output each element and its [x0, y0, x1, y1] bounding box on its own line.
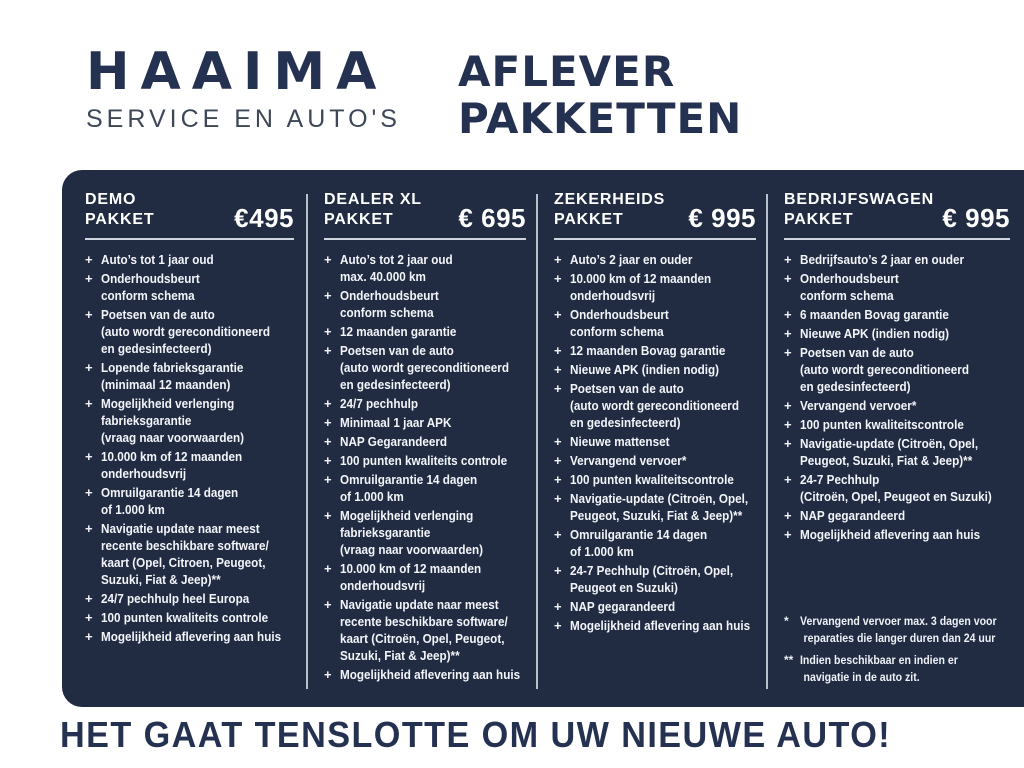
item-lines	[101, 251, 214, 268]
header-rule	[324, 238, 526, 240]
plus-icon: +	[324, 343, 332, 358]
item-line: 10.000 km of 12 maanden	[101, 449, 243, 464]
item-line: Omruilgarantie 14 dagen	[101, 485, 239, 500]
item-line: 24-7 Pechhulp (Citroën, Opel,	[570, 563, 734, 578]
footnote-marker: *	[784, 614, 789, 628]
plus-icon: +	[784, 472, 792, 487]
item-line: of 1.000 km	[570, 544, 634, 559]
item-line: Navigatie update naar meest	[340, 597, 499, 612]
package-item	[784, 270, 1010, 304]
item-line: of 1.000 km	[340, 489, 404, 504]
item-line: Omruilgarantie 14 dagen	[570, 527, 708, 542]
plus-icon: +	[784, 326, 792, 341]
package-column	[538, 170, 766, 707]
package-header	[784, 190, 1010, 233]
plus-icon: +	[784, 398, 792, 413]
item-line: (Citroën, Opel, Peugeot en Suzuki)	[800, 489, 992, 504]
item-line: (vraag naar voorwaarden)	[101, 430, 245, 445]
plus-icon: +	[324, 396, 332, 411]
item-lines	[101, 520, 269, 588]
plus-icon: +	[554, 362, 562, 377]
item-line: Peugeot, Suzuki, Fiat & Jeep)**	[800, 453, 973, 468]
item-lines	[570, 490, 748, 524]
item-line: Navigatie-update (Citroën, Opel,	[570, 491, 749, 506]
item-lines	[570, 380, 739, 431]
item-lines	[101, 628, 281, 645]
item-line: conform schema	[340, 305, 434, 320]
item-lines	[340, 471, 477, 505]
item-lines	[340, 452, 507, 469]
item-lines	[340, 287, 439, 321]
package-name-line: DEALER XL	[324, 191, 422, 208]
item-line: Suzuki, Fiat & Jeep)**	[101, 572, 221, 587]
package-item	[554, 380, 756, 431]
item-line: (minimaal 12 maanden)	[101, 377, 231, 392]
item-line: conform schema	[570, 324, 664, 339]
item-lines	[570, 270, 711, 304]
package-item	[85, 484, 294, 518]
package-name-line: PAKKET	[554, 211, 624, 228]
plus-icon: +	[554, 271, 562, 286]
item-line: 10.000 km of 12 maanden	[340, 561, 482, 576]
item-line: 24/7 pechhulp	[340, 396, 419, 411]
package-item	[784, 507, 1010, 524]
plus-icon: +	[85, 252, 93, 267]
plus-icon: +	[85, 485, 93, 500]
item-line: Mogelijkheid verlenging	[340, 508, 474, 523]
package-item	[85, 251, 294, 268]
package-item	[324, 596, 526, 664]
plus-icon: +	[784, 417, 792, 432]
tagline: HET GAAT TENSLOTTE OM UW NIEUWE AUTO!	[60, 714, 892, 755]
plus-icon: +	[85, 449, 93, 464]
package-item	[324, 471, 526, 505]
footnote-line: reparaties die langer duren dan 24 uur	[803, 631, 996, 645]
package-column	[308, 170, 536, 707]
item-lines	[340, 414, 451, 431]
package-item	[554, 562, 756, 596]
footnotes	[784, 613, 1010, 693]
item-line: Auto’s tot 2 jaar oud	[340, 252, 453, 267]
package-item	[554, 471, 756, 488]
item-line: fabrieksgarantie	[101, 413, 192, 428]
package-item	[554, 617, 756, 634]
plus-icon: +	[784, 345, 792, 360]
item-line: Onderhoudsbeurt	[800, 271, 899, 286]
item-line: NAP gegarandeerd	[570, 599, 676, 614]
item-line: Auto’s tot 1 jaar oud	[101, 252, 214, 267]
package-items	[784, 251, 1010, 545]
item-lines	[101, 609, 268, 626]
footnote-line: Indien beschikbaar en indien er	[800, 653, 958, 667]
item-lines	[800, 507, 905, 524]
package-item	[324, 323, 526, 340]
item-lines	[570, 617, 750, 634]
package-item	[324, 433, 526, 450]
item-line: kaart (Citroën, Opel, Peugeot,	[340, 631, 505, 646]
item-lines	[101, 484, 238, 518]
item-line: Poetsen van de auto	[101, 307, 215, 322]
plus-icon: +	[554, 472, 562, 487]
item-line: 100 punten kwaliteits controle	[340, 453, 508, 468]
item-line: 100 punten kwaliteits controle	[101, 610, 269, 625]
item-lines	[800, 397, 916, 414]
item-lines	[570, 598, 675, 615]
item-line: Navigatie update naar meest	[101, 521, 260, 536]
item-line: onderhoudsvrij	[101, 466, 187, 481]
item-line: Mogelijkheid aflevering aan huis	[570, 618, 751, 633]
item-line: (auto wordt gereconditioneerd	[101, 324, 271, 339]
package-name-line: DEMO	[85, 191, 137, 208]
page-title	[458, 48, 742, 142]
item-lines	[800, 471, 992, 505]
package-column	[62, 170, 306, 707]
plus-icon: +	[85, 610, 93, 625]
logo-title: HAAIMA	[86, 42, 388, 102]
package-item	[554, 598, 756, 615]
page-title-line2: PAKKETTEN	[458, 94, 743, 144]
package-item	[784, 526, 1010, 543]
plus-icon: +	[554, 381, 562, 396]
plus-icon: +	[85, 521, 93, 536]
plus-icon: +	[554, 434, 562, 449]
package-name-line: PAKKET	[324, 211, 394, 228]
header-rule	[784, 238, 1010, 240]
item-line: 12 maanden garantie	[340, 324, 457, 339]
package-items	[324, 251, 526, 685]
plus-icon: +	[324, 453, 332, 468]
item-line: (auto wordt gereconditioneerd	[570, 398, 740, 413]
package-item	[85, 448, 294, 482]
plus-icon: +	[324, 561, 332, 576]
item-line: (vraag naar voorwaarden)	[340, 542, 484, 557]
item-line: Lopende fabrieksgarantie	[101, 360, 244, 375]
item-line: Minimaal 1 jaar APK	[340, 415, 452, 430]
package-header	[85, 190, 294, 233]
package-item	[554, 452, 756, 469]
package-item	[554, 251, 756, 268]
package-item	[85, 395, 294, 446]
item-line: (auto wordt gereconditioneerd	[800, 362, 970, 377]
item-line: Poetsen van de auto	[800, 345, 914, 360]
package-item	[554, 433, 756, 450]
item-lines	[570, 306, 669, 340]
package-item	[784, 325, 1010, 342]
package-item	[784, 306, 1010, 323]
item-line: 10.000 km of 12 maanden	[570, 271, 712, 286]
plus-icon: +	[324, 288, 332, 303]
item-lines	[570, 452, 686, 469]
item-line: Vervangend vervoer*	[800, 398, 917, 413]
plus-icon: +	[554, 618, 562, 633]
item-line: fabrieksgarantie	[340, 525, 431, 540]
package-item	[85, 590, 294, 607]
package-item	[85, 609, 294, 626]
item-line: 6 maanden Bovag garantie	[800, 307, 949, 322]
item-line: 100 punten kwaliteitscontrole	[800, 417, 964, 432]
footnote-marker: **	[784, 653, 794, 667]
package-item	[554, 490, 756, 524]
footnote-line: navigatie in de auto zit.	[803, 670, 920, 684]
item-lines	[340, 395, 418, 412]
item-line: kaart (Opel, Citroen, Peugeot,	[101, 555, 266, 570]
item-lines	[800, 306, 949, 323]
item-line: Mogelijkheid verlenging	[101, 396, 235, 411]
item-line: onderhoudsvrij	[340, 578, 426, 593]
item-lines	[101, 590, 249, 607]
item-lines	[800, 270, 899, 304]
package-item	[324, 666, 526, 683]
package-item	[324, 251, 526, 285]
plus-icon: +	[324, 508, 332, 523]
package-item	[324, 452, 526, 469]
item-line: (auto wordt gereconditioneerd	[340, 360, 510, 375]
plus-icon: +	[784, 252, 792, 267]
item-lines	[101, 306, 270, 357]
item-lines	[340, 666, 520, 683]
plus-icon: +	[324, 415, 332, 430]
plus-icon: +	[554, 252, 562, 267]
item-line: recente beschikbare software/	[101, 538, 269, 553]
item-lines	[800, 435, 978, 469]
item-lines	[101, 270, 200, 304]
plus-icon: +	[324, 252, 332, 267]
page-title-line1: AFLEVER	[458, 47, 676, 96]
item-line: Vervangend vervoer*	[570, 453, 687, 468]
plus-icon: +	[554, 599, 562, 614]
footnote-lines	[800, 652, 958, 686]
item-lines	[340, 251, 453, 285]
package-item	[784, 416, 1010, 433]
item-line: en gedesinfecteerd)	[800, 379, 911, 394]
item-lines	[570, 471, 734, 488]
item-line: Onderhoudsbeurt	[340, 288, 439, 303]
item-line: Poetsen van de auto	[340, 343, 454, 358]
item-line: 24-7 Pechhulp	[800, 472, 880, 487]
package-item	[85, 270, 294, 304]
item-line: Nieuwe mattenset	[570, 434, 670, 449]
item-line: 24/7 pechhulp heel Europa	[101, 591, 250, 606]
item-line: Mogelijkheid aflevering aan huis	[101, 629, 282, 644]
package-price: € 695	[458, 203, 526, 233]
footnote-lines	[800, 613, 997, 647]
item-line: Bedrijfsauto’s 2 jaar en ouder	[800, 252, 965, 267]
item-lines	[800, 526, 980, 543]
item-line: conform schema	[101, 288, 195, 303]
plus-icon: +	[85, 591, 93, 606]
package-item	[85, 628, 294, 645]
package-column	[768, 170, 1024, 707]
package-item	[85, 520, 294, 588]
item-lines	[340, 560, 481, 594]
plus-icon: +	[324, 324, 332, 339]
package-item	[324, 507, 526, 558]
item-line: max. 40.000 km	[340, 269, 426, 284]
plus-icon: +	[784, 527, 792, 542]
item-line: Nieuwe APK (indien nodig)	[800, 326, 950, 341]
plus-icon: +	[85, 396, 93, 411]
item-lines	[570, 361, 719, 378]
plus-icon: +	[784, 436, 792, 451]
item-lines	[340, 323, 456, 340]
package-item	[784, 397, 1010, 414]
item-lines	[800, 251, 964, 268]
item-lines	[340, 507, 483, 558]
plus-icon: +	[554, 343, 562, 358]
package-item	[85, 306, 294, 357]
package-name-line: PAKKET	[784, 211, 854, 228]
footnote	[784, 613, 1010, 647]
package-header	[554, 190, 756, 233]
item-lines	[101, 359, 243, 393]
item-lines	[340, 596, 508, 664]
item-lines	[340, 433, 447, 450]
item-line: NAP Gegarandeerd	[340, 434, 448, 449]
package-price: € 995	[688, 203, 756, 233]
item-lines	[570, 433, 669, 450]
plus-icon: +	[324, 667, 332, 682]
plus-icon: +	[784, 508, 792, 523]
item-lines	[570, 526, 707, 560]
package-item	[784, 435, 1010, 469]
package-name-line: BEDRIJFSWAGEN	[784, 191, 934, 208]
plus-icon: +	[85, 360, 93, 375]
plus-icon: +	[554, 307, 562, 322]
item-line: en gedesinfecteerd)	[340, 377, 451, 392]
item-line: Mogelijkheid aflevering aan huis	[800, 527, 981, 542]
packages-panel	[62, 170, 1024, 707]
package-item	[554, 270, 756, 304]
header-rule	[85, 238, 294, 240]
package-item	[784, 344, 1010, 395]
package-item	[784, 471, 1010, 505]
package-name-line: ZEKERHEIDS	[554, 191, 666, 208]
plus-icon: +	[85, 271, 93, 286]
item-line: Onderhoudsbeurt	[570, 307, 669, 322]
footnote	[784, 652, 1010, 686]
item-line: Suzuki, Fiat & Jeep)**	[340, 648, 460, 663]
item-line: of 1.000 km	[101, 502, 165, 517]
package-item	[324, 287, 526, 321]
package-item	[324, 395, 526, 412]
package-header	[324, 190, 526, 233]
item-line: Onderhoudsbeurt	[101, 271, 200, 286]
item-lines	[570, 562, 733, 596]
item-line: Navigatie-update (Citroën, Opel,	[800, 436, 979, 451]
package-name-line: PAKKET	[85, 211, 155, 228]
item-line: Omruilgarantie 14 dagen	[340, 472, 478, 487]
item-lines	[340, 342, 509, 393]
package-item	[324, 342, 526, 393]
item-line: conform schema	[800, 288, 894, 303]
item-line: Nieuwe APK (indien nodig)	[570, 362, 720, 377]
footnote-line: Vervangend vervoer max. 3 dagen voor	[800, 614, 997, 628]
item-line: Mogelijkheid aflevering aan huis	[340, 667, 521, 682]
plus-icon: +	[324, 434, 332, 449]
plus-icon: +	[554, 491, 562, 506]
item-line: 12 maanden Bovag garantie	[570, 343, 726, 358]
package-price: €495	[234, 203, 294, 233]
package-item	[554, 526, 756, 560]
item-lines	[101, 395, 244, 446]
package-item	[554, 306, 756, 340]
header-logo	[86, 42, 401, 134]
item-line: en gedesinfecteerd)	[101, 341, 212, 356]
package-items	[554, 251, 756, 636]
package-item	[554, 342, 756, 359]
item-line: Auto’s 2 jaar en ouder	[570, 252, 693, 267]
plus-icon: +	[324, 472, 332, 487]
item-line: 100 punten kwaliteitscontrole	[570, 472, 734, 487]
item-line: NAP gegarandeerd	[800, 508, 906, 523]
item-lines	[800, 325, 949, 342]
item-line: onderhoudsvrij	[570, 288, 656, 303]
plus-icon: +	[554, 563, 562, 578]
logo-subtitle: SERVICE EN AUTO'S	[86, 105, 401, 133]
plus-icon: +	[784, 307, 792, 322]
package-item	[784, 251, 1010, 268]
plus-icon: +	[784, 271, 792, 286]
package-item	[324, 414, 526, 431]
item-lines	[800, 344, 969, 395]
package-items	[85, 251, 294, 647]
plus-icon: +	[554, 453, 562, 468]
plus-icon: +	[85, 629, 93, 644]
item-line: Poetsen van de auto	[570, 381, 684, 396]
plus-icon: +	[554, 527, 562, 542]
item-lines	[570, 251, 692, 268]
plus-icon: +	[85, 307, 93, 322]
item-line: en gedesinfecteerd)	[570, 415, 681, 430]
item-line: Peugeot, Suzuki, Fiat & Jeep)**	[570, 508, 743, 523]
header-rule	[554, 238, 756, 240]
package-item	[324, 560, 526, 594]
item-lines	[800, 416, 964, 433]
package-item	[554, 361, 756, 378]
item-lines	[570, 342, 725, 359]
item-line: Peugeot en Suzuki)	[570, 580, 678, 595]
package-price: € 995	[942, 203, 1010, 233]
plus-icon: +	[324, 597, 332, 612]
package-item	[85, 359, 294, 393]
item-line: recente beschikbare software/	[340, 614, 508, 629]
item-lines	[101, 448, 242, 482]
